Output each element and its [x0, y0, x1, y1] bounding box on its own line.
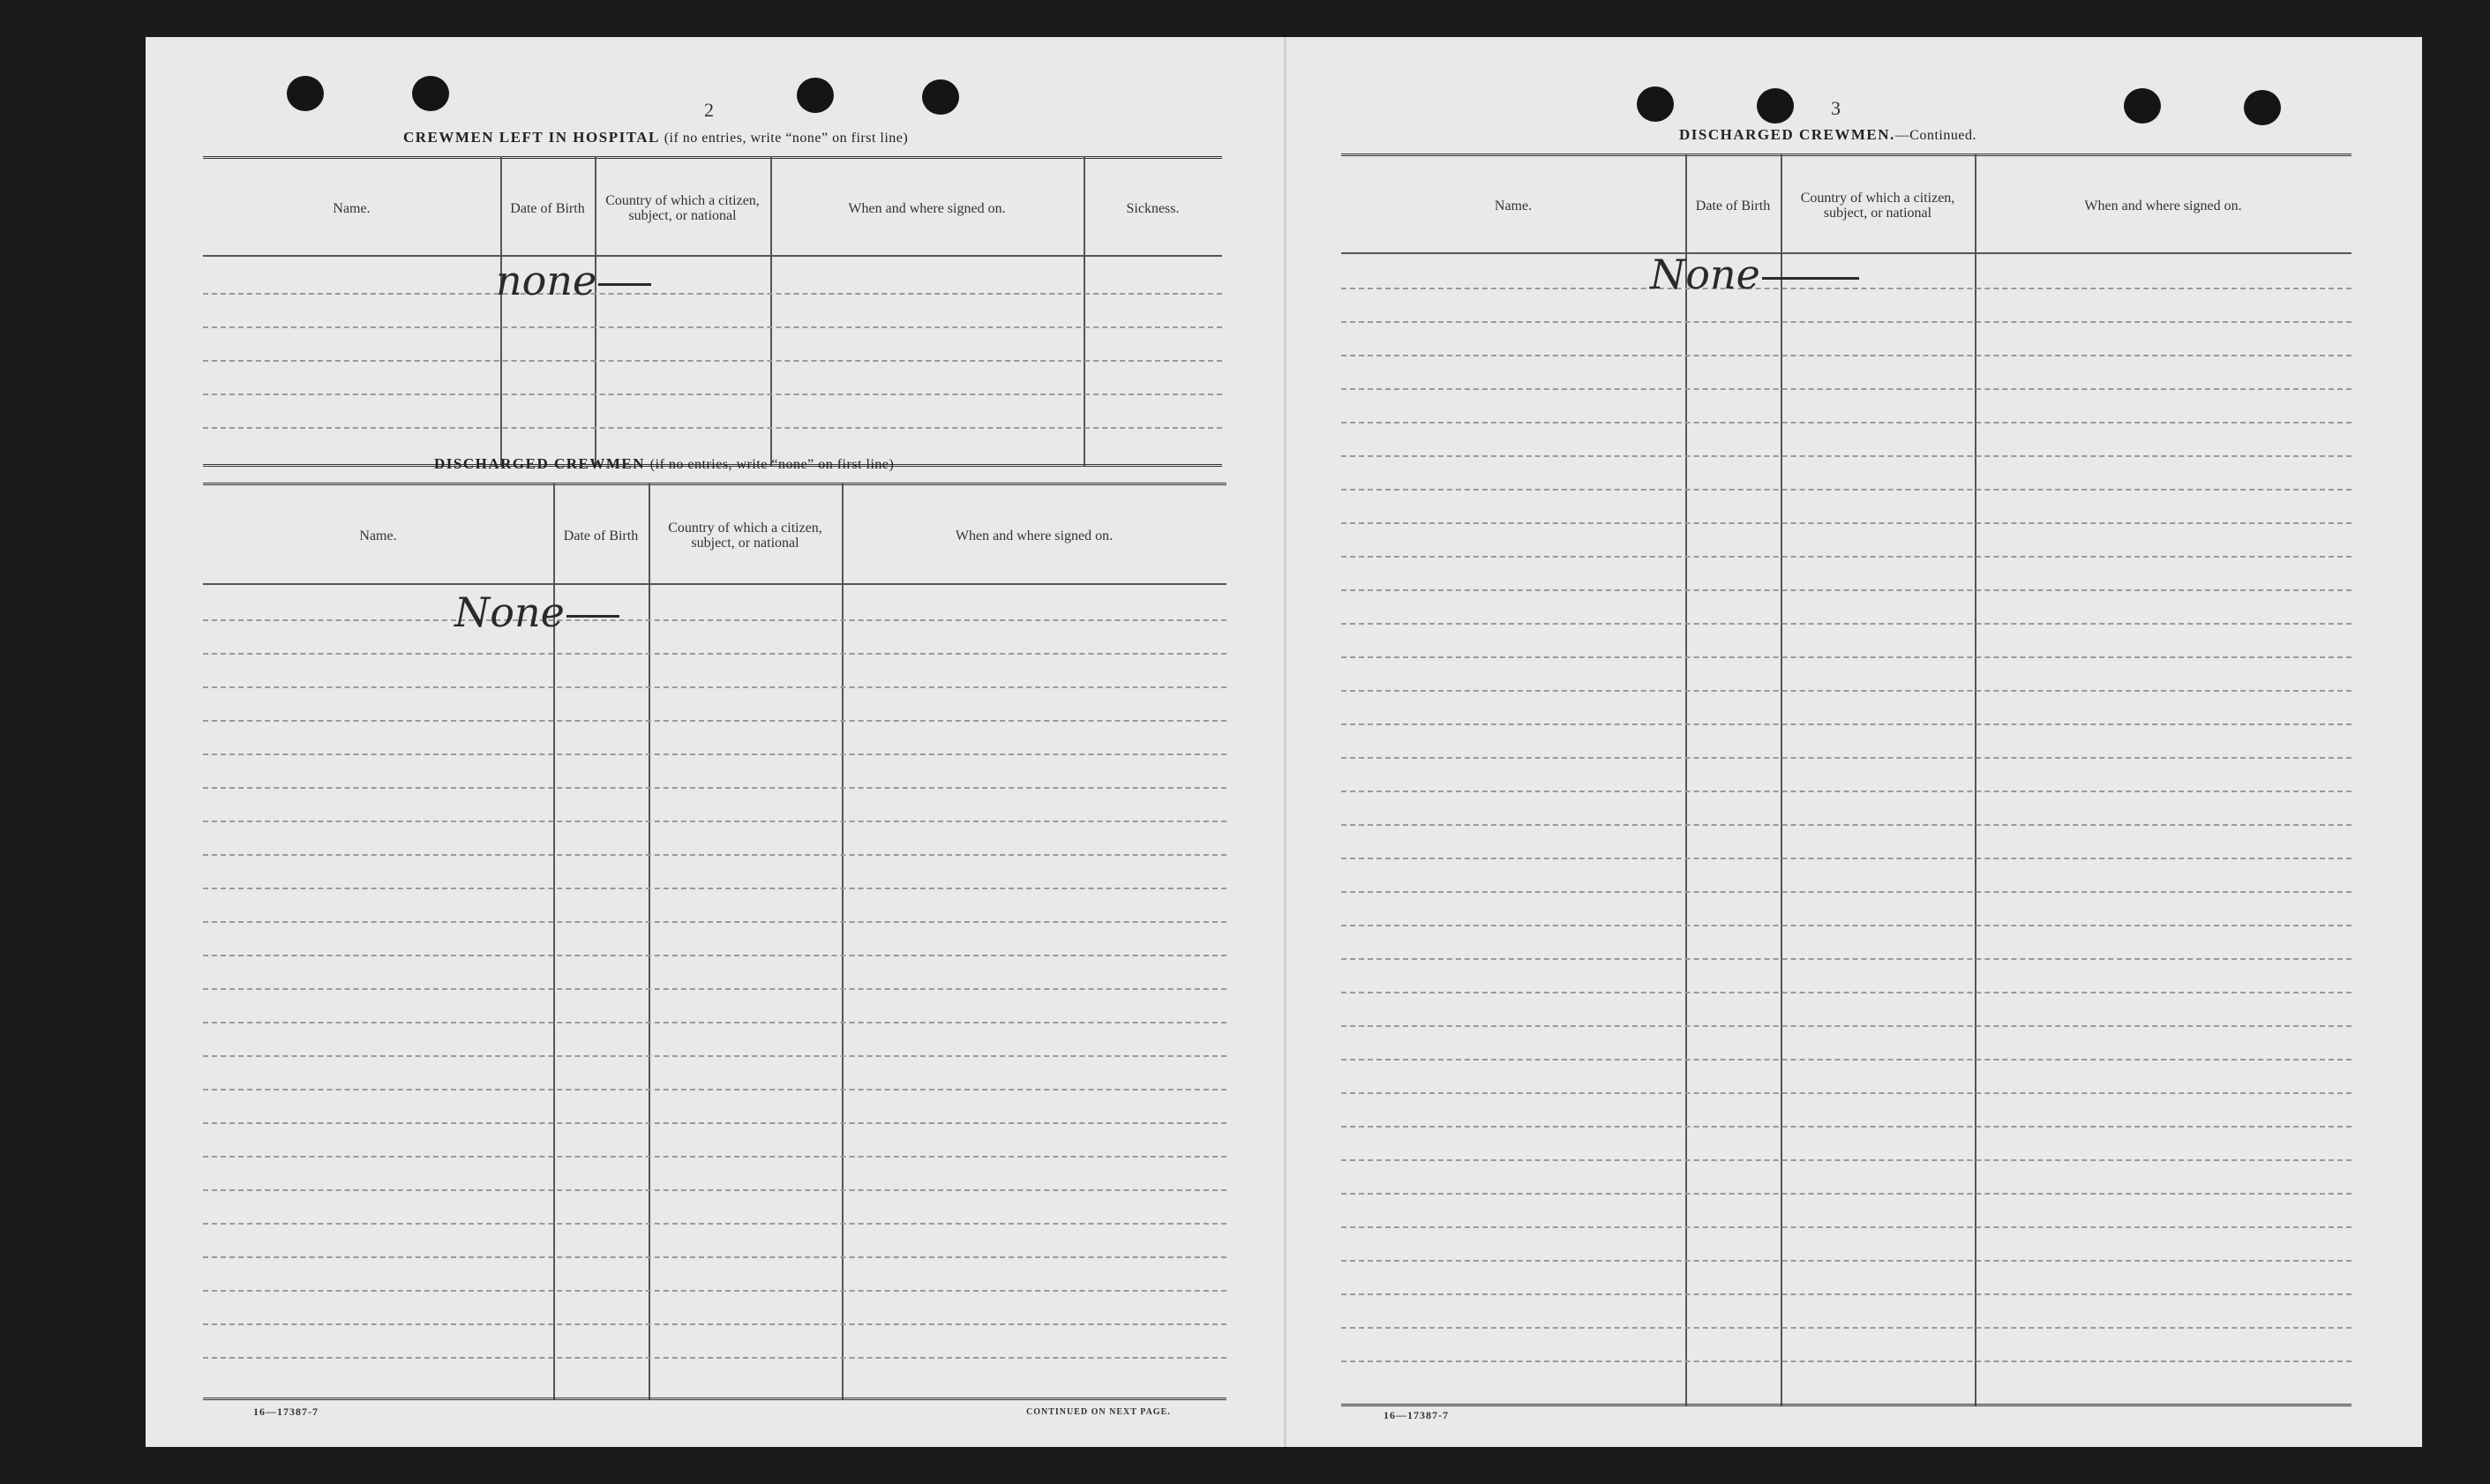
column-header-country: Country of which a citizen, subject, or national	[668, 521, 822, 551]
punch-hole	[797, 78, 834, 113]
punch-hole	[2244, 90, 2281, 125]
continued-note: CONTINUED ON NEXT PAGE.	[1026, 1407, 1171, 1417]
column-header-signed-on: When and where signed on.	[2084, 198, 2242, 214]
column-header-date-of-birth: Date of Birth	[510, 200, 585, 216]
hospital-table	[203, 156, 1222, 467]
column-header-sickness: Sickness.	[1126, 200, 1180, 216]
column-header-signed-on: When and where signed on.	[955, 528, 1114, 543]
discharged-table	[203, 483, 1226, 1400]
left-page	[146, 37, 1284, 1447]
hospital-title: CREWMEN LEFT IN HOSPITAL (if no entries, write “none” on first line)	[403, 129, 909, 146]
punch-hole	[922, 79, 959, 115]
column-header-date-of-birth: Date of Birth	[563, 528, 639, 543]
page-number: 3	[1831, 97, 1841, 119]
handwritten-entry: None	[454, 588, 619, 636]
punch-hole	[287, 76, 324, 111]
column-header-country: Country of which a citizen, subject, or national	[605, 193, 760, 223]
column-header-country: Country of which a citizen, subject, or national	[1800, 191, 1955, 221]
handwritten-entry: none	[496, 257, 651, 304]
discharged-continued-title: DISCHARGED CREWMEN.—Continued.	[1679, 126, 1976, 143]
punch-hole	[1637, 86, 1674, 122]
column-header-name: Name.	[333, 200, 371, 216]
column-header-signed-on: When and where signed on.	[848, 200, 1006, 216]
form-number: 16—17387-7	[253, 1405, 319, 1418]
column-header-name: Name.	[1494, 198, 1533, 214]
column-header-date-of-birth: Date of Birth	[1695, 198, 1771, 214]
page-number: 2	[704, 99, 714, 121]
discharged-continued-table	[1341, 154, 2351, 1406]
handwritten-entry: None	[1650, 251, 1859, 298]
column-header-name: Name.	[359, 528, 397, 543]
punch-hole	[412, 76, 449, 111]
discharged-title: DISCHARGED CREWMEN (if no entries, write “none” on first line)	[434, 455, 895, 472]
punch-hole	[1757, 88, 1794, 124]
document-sheet	[146, 37, 2422, 1447]
form-number: 16—17387-7	[1384, 1409, 1449, 1421]
right-page	[1286, 37, 2422, 1447]
punch-hole	[2124, 88, 2161, 124]
